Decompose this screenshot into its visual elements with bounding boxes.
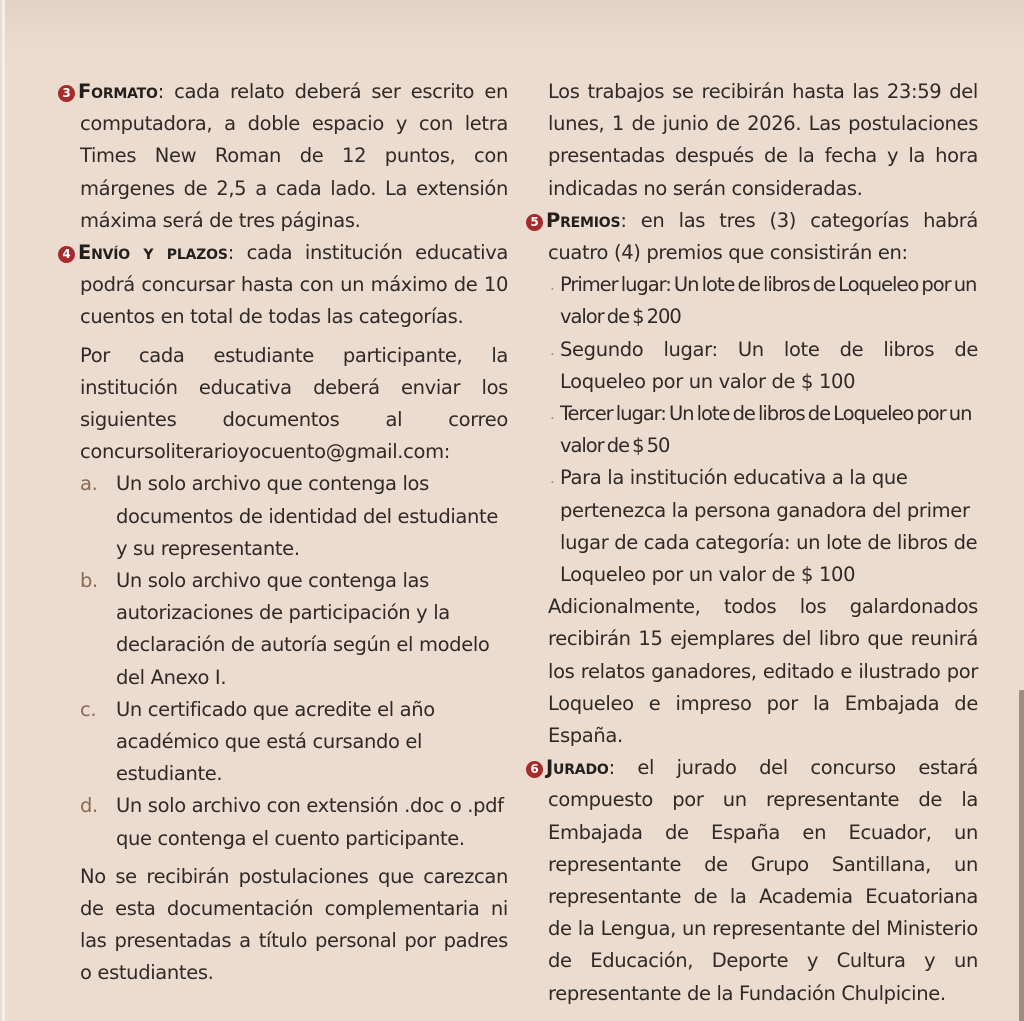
section-body: : en las tres (3) categorías habrá cuatro (4) premios que consistirán en: — [548, 208, 978, 265]
bullet-icon: . — [550, 276, 554, 295]
bullet-icon: . — [550, 340, 555, 359]
section-heading: Jurado — [546, 756, 609, 780]
prize-item — [548, 462, 978, 591]
number-6-icon: 6 — [526, 761, 543, 778]
section-heading: Envío y plazos — [78, 241, 228, 265]
left-column — [58, 76, 508, 990]
list-item — [58, 790, 508, 854]
prize-text: Primer lugar: Un lote de libros de Loqueleo por un valor de $ 200 — [560, 273, 977, 329]
list-marker: b. — [80, 569, 98, 593]
prize-item — [548, 269, 978, 333]
list-marker: a. — [80, 472, 98, 496]
section-jurado-text — [526, 752, 978, 1010]
prize-item — [548, 334, 978, 398]
prize-item — [548, 398, 978, 462]
section-body: : cada institución educativa podrá concursar hasta con un máximo de 10 cuentos en total de todas las categorías. — [80, 241, 508, 329]
page-edge — [2, 0, 5, 1021]
section-envio-text — [58, 237, 508, 334]
section-body: : cada relato deberá ser escrito en computadora, a doble espacio y con letra Times New Roman de 12 puntos, con márgenes de 2,5 a cada lado. La extensión máxima será de tres páginas. — [80, 80, 508, 232]
bullet-icon: . — [550, 405, 554, 424]
section-premios — [526, 205, 978, 269]
deadline-paragraph: Los trabajos se recibirán hasta las 23:59 del lunes, 1 de junio de 2026. Las postulaciones presentadas después de la fecha y la hora indicadas no serán consideradas. — [548, 80, 978, 200]
section-premios-text — [526, 205, 978, 269]
list-marker: d. — [80, 794, 98, 818]
section-jurado — [526, 752, 978, 1010]
list-item — [58, 468, 508, 565]
list-item-text: Un solo archivo con extensión .doc o .pdf que contenga el cuento participante. — [116, 794, 504, 850]
list-item — [58, 694, 508, 791]
envio-closing-paragraph: No se recibirán postulaciones que carezcan de esta documentación complementaria ni las presentadas a título personal por padres o estudiantes. — [80, 864, 508, 985]
bullet-icon: . — [550, 469, 555, 488]
section-heading: Premios — [546, 208, 621, 232]
section-heading: Formato — [78, 80, 158, 103]
section-formato-text — [58, 76, 508, 237]
number-5-icon: 5 — [526, 214, 543, 231]
prize-list — [548, 269, 978, 591]
prize-text: Tercer lugar: Un lote de libros de Loqueleo por un valor de $ 50 — [560, 402, 972, 458]
section-body: : el jurado del concurso estará compuesto por un representante de la Embajada de España en Ecuador, un representante de Grupo Santillana, un representante de la Academia Ecuatoriana de la Lengua, un representante del Ministerio de Educación, Deporte y Cultura y un representante de la Fundación Chulpicine. — [548, 756, 978, 1005]
document-page — [2, 0, 1024, 1021]
list-item — [58, 565, 508, 694]
number-4-icon: 4 — [58, 246, 75, 263]
number-3-icon: 3 — [58, 85, 75, 102]
section-formato — [58, 76, 508, 237]
additional-prizes-paragraph: Adicionalmente, todos los galardonados recibirán 15 ejemplares del libro que reunirá los relatos ganadores, editado e ilustrado por Loqueleo e impreso por la Embajada de España. — [548, 595, 978, 748]
envio-documents-paragraph: Por cada estudiante participante, la institución educativa deberá enviar los siguientes documentos al correo concursoliterarioyocuento@gmail.com: — [80, 343, 508, 464]
prize-text: Para la institución educativa a la que pertenezca la persona ganadora del primer lugar de cada categoría: un lote de libros de Loqueleo por un valor de $ 100 — [560, 466, 978, 587]
prize-text: Segundo lugar: Un lote de libros de Loqueleo por un valor de $ 100 — [560, 337, 978, 393]
list-item-text: Un solo archivo que contenga las autorizaciones de participación y la declaración de autoría según el modelo del Anexo I. — [116, 569, 490, 689]
right-column — [530, 76, 978, 1010]
list-item-text: Un certificado que acredite el año académico que está cursando el estudiante. — [116, 697, 435, 786]
list-item-text: Un solo archivo que contenga los documentos de identidad del estudiante y su representante. — [116, 472, 498, 560]
required-documents-list — [58, 468, 508, 854]
section-envio — [58, 237, 508, 990]
list-marker: c. — [80, 697, 97, 721]
scrollbar[interactable] — [1019, 690, 1024, 1021]
